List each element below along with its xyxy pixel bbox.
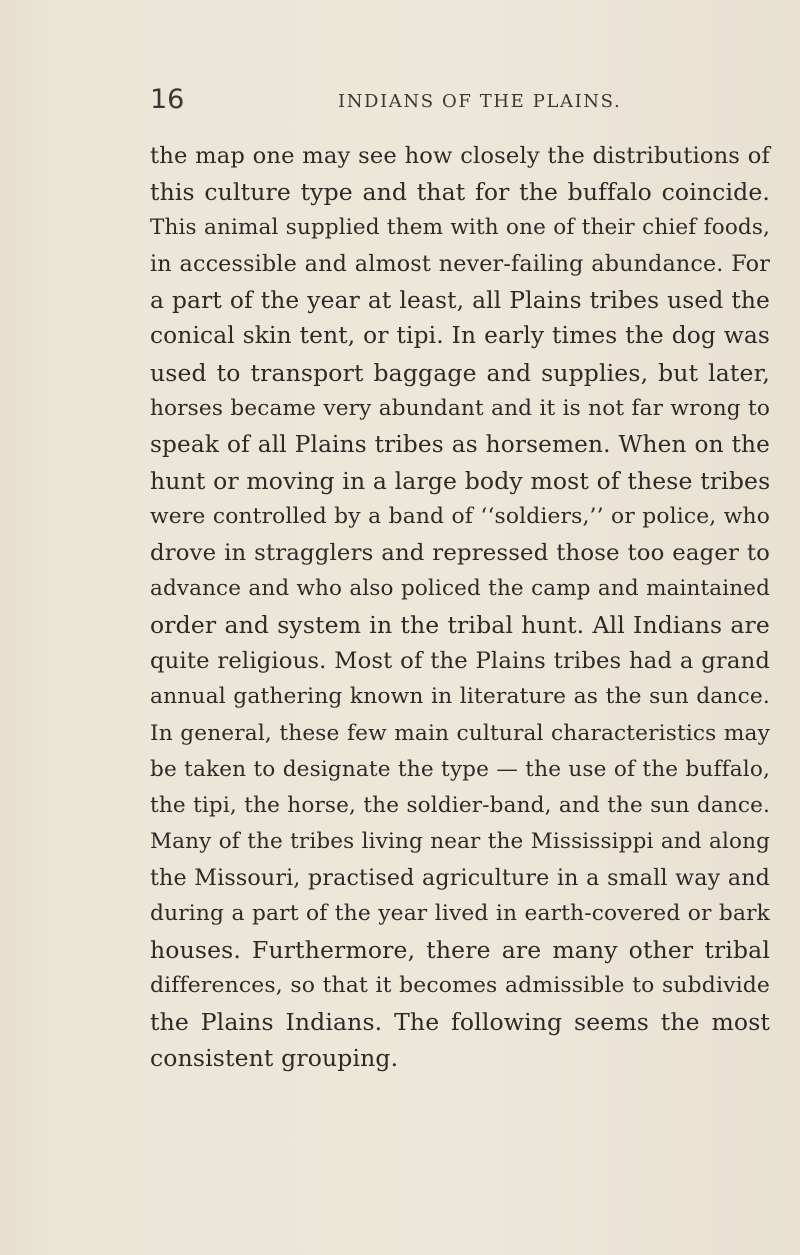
text-line: in accessible and almost never-failing abundance. For [150, 251, 770, 278]
text-line: In general, these few main cultural characteristics may [150, 720, 770, 746]
text-line: This animal supplied them with one of their chief foods, [150, 215, 770, 241]
running-head [150, 84, 770, 124]
page-number: 16 [150, 84, 185, 115]
text-line: speak of all Plains tribes as horsemen. When on the [150, 430, 770, 458]
text-line: quite religious. Most of the Plains tribes had a grand [150, 648, 770, 675]
text-line: a part of the year at least, all Plains tribes used the [150, 286, 770, 315]
text-line: this culture type and that for the buffalo coincide. [150, 178, 770, 207]
text-line: drove in stragglers and repressed those too eager to [150, 540, 770, 567]
running-title: INDIANS OF THE PLAINS. [338, 91, 622, 112]
text-line: order and system in the tribal hunt. All Indians are [150, 611, 770, 640]
body-paragraph [150, 138, 770, 1076]
text-line: conical skin tent, or tipi. In early times the dog was [150, 322, 770, 350]
text-line: differences, so that it becomes admissible to subdivide [150, 973, 770, 999]
text-line: the tipi, the horse, the soldier-band, and the sun dance. [150, 792, 770, 818]
text-line: were controlled by a band of ‘‘soldiers,’’ or police, who [150, 503, 770, 529]
text-line: the map one may see how closely the distributions of [150, 143, 770, 169]
text-line: advance and who also policed the camp and maintained [150, 576, 770, 602]
text-line: Many of the tribes living near the Mississippi and along [150, 828, 770, 854]
text-line: annual gathering known in literature as the sun dance. [150, 684, 770, 710]
text-line: consistent grouping. [150, 1044, 399, 1073]
text-line: hunt or moving in a large body most of these tribes [150, 466, 771, 495]
text-line: houses. Furthermore, there are many other tribal [150, 936, 770, 965]
text-line: used to transport baggage and supplies, but later, [150, 358, 770, 387]
text-line: be taken to designate the type — the use of the buffalo, [150, 756, 770, 782]
text-line: during a part of the year lived in earth-covered or bark [150, 900, 770, 926]
text-line: the Missouri, practised agriculture in a small way and [150, 864, 770, 891]
text-line: the Plains Indians. The following seems the most [150, 1008, 770, 1037]
text-line: horses became very abundant and it is not far wrong to [150, 395, 770, 421]
